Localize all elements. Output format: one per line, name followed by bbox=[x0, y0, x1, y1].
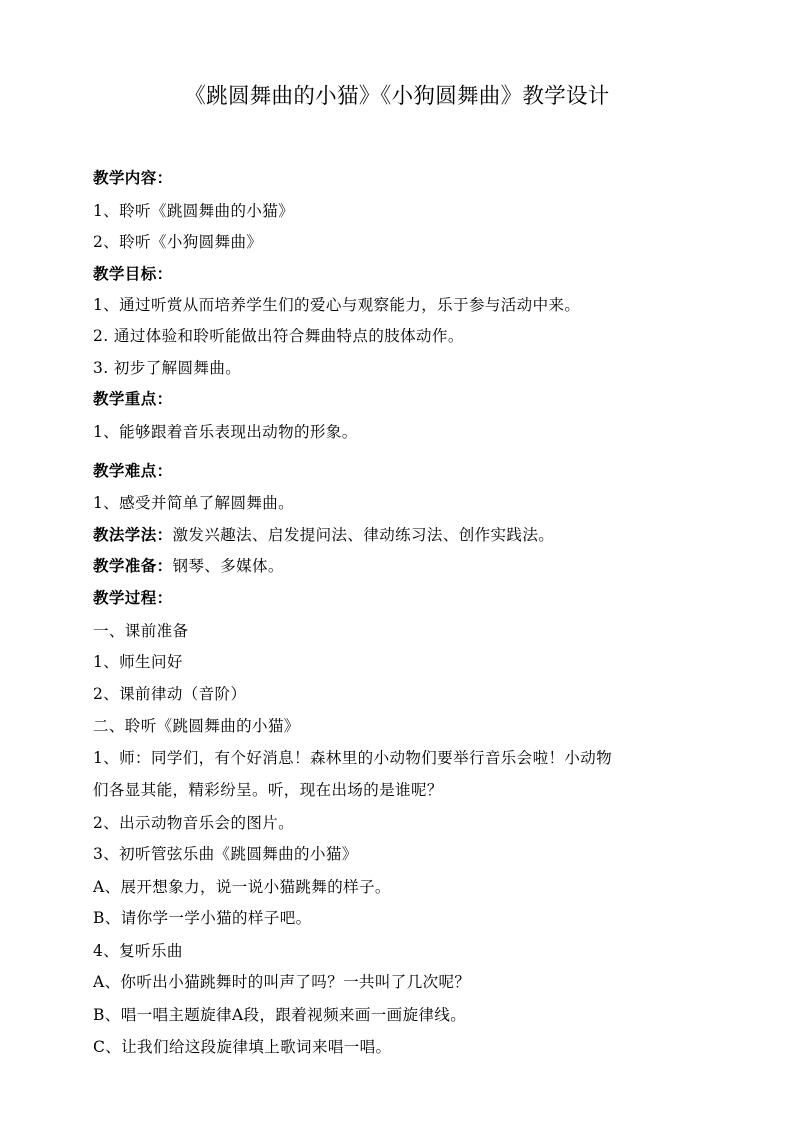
difficulty-item: 1、感受并简单了解圆舞曲。 bbox=[93, 494, 295, 512]
content-item: 2、聆听《小狗圆舞曲》 bbox=[93, 233, 263, 251]
process-line: B、唱一唱主题旋律A段，跟着视频来画一画旋律线。 bbox=[93, 1006, 467, 1024]
prep-text: 钢琴、多媒体。 bbox=[172, 557, 284, 575]
process-line: 2、课前律动（音阶） bbox=[93, 685, 247, 703]
methods-label: 教法学法： bbox=[93, 526, 173, 544]
goal-item: 2. 通过体验和聆听能做出符合舞曲特点的肢体动作。 bbox=[93, 327, 464, 345]
goals-heading: 教学目标： bbox=[93, 265, 173, 283]
content-item: 1、聆听《跳圆舞曲的小猫》 bbox=[93, 202, 295, 220]
process-line: A、你听出小猫跳舞时的叫声了吗？一共叫了几次呢？ bbox=[93, 973, 471, 991]
process-line: A、展开想象力，说一说小猫跳舞的样子。 bbox=[93, 878, 391, 896]
process-line: C、让我们给这段旋律填上歌词来唱一唱。 bbox=[93, 1038, 392, 1056]
process-line: 3、初听管弦乐曲《跳圆舞曲的小猫》 bbox=[93, 845, 358, 863]
document-title: 《跳圆舞曲的小猫》《小狗圆舞曲》教学设计 bbox=[184, 84, 610, 109]
difficulty-heading: 教学难点： bbox=[93, 462, 173, 480]
goal-item: 3. 初步了解圆舞曲。 bbox=[93, 359, 242, 377]
process-line: B、请你学一学小猫的样子吧。 bbox=[93, 909, 312, 927]
process-line: 一、课前准备 bbox=[93, 622, 189, 640]
content-heading: 教学内容： bbox=[93, 169, 173, 187]
methods-text: 激发兴趣法、启发提问法、律动练习法、创作实践法。 bbox=[172, 526, 555, 544]
goal-item: 1、通过听赏从而培养学生们的爱心与观察能力，乐于参与活动中来。 bbox=[93, 296, 581, 314]
prep-line bbox=[93, 555, 284, 577]
prep-label: 教学准备： bbox=[93, 557, 173, 575]
process-line: 2、出示动物音乐会的图片。 bbox=[93, 814, 295, 832]
methods-line bbox=[93, 524, 554, 546]
process-line: 1、师：同学们，有个好消息！森林里的小动物们要举行音乐会啦！小动物 bbox=[93, 749, 613, 767]
process-line: 们各显其能，精彩纷呈。听，现在出场的是谁呢？ bbox=[93, 781, 443, 799]
key-item: 1、能够跟着音乐表现出动物的形象。 bbox=[93, 423, 358, 441]
process-line: 二、聆听《跳圆舞曲的小猫》 bbox=[93, 717, 300, 735]
process-line: 4、复听乐曲 bbox=[93, 942, 183, 960]
process-line: 1、师生问好 bbox=[93, 653, 183, 671]
key-heading: 教学重点： bbox=[93, 390, 173, 408]
process-heading: 教学过程： bbox=[93, 589, 173, 607]
